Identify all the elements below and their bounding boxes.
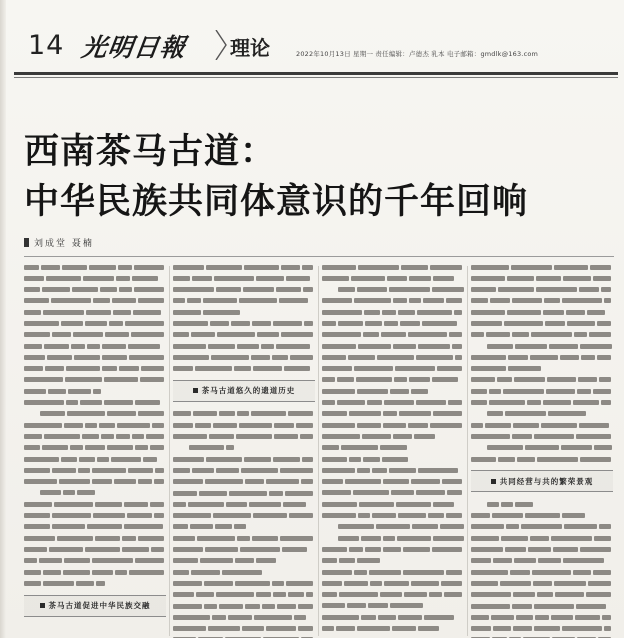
issue-info: 2022年10月13日 星期一 责任编辑：卢德杰 乳本 电子邮箱：gmdlk@163.com — [296, 50, 539, 58]
body-text-line — [322, 364, 464, 375]
body-text-line — [173, 318, 315, 329]
masthead — [14, 28, 614, 68]
subhead-marker-icon — [40, 603, 45, 608]
body-text-line — [322, 307, 464, 318]
body-text-line — [322, 533, 464, 544]
column-separator — [467, 266, 468, 636]
body-text-line — [322, 499, 464, 510]
body-text-line — [173, 454, 315, 465]
body-column-4 — [471, 262, 613, 638]
body-text-line — [471, 533, 613, 544]
body-text-line — [173, 624, 315, 635]
body-text-line — [471, 273, 613, 284]
subhead-text: 共同经营与共的繁荣景观 — [499, 476, 594, 486]
body-text-line — [173, 330, 315, 341]
body-text-line — [471, 420, 613, 431]
body-text-line — [471, 522, 613, 533]
body-text-line — [322, 624, 464, 635]
body-text-line — [24, 431, 166, 442]
body-text-line — [173, 432, 315, 443]
body-text-line — [173, 578, 315, 589]
body-text-line — [24, 330, 166, 341]
body-text-line — [173, 364, 315, 375]
body-text-line — [173, 296, 315, 307]
body-text-line — [471, 398, 613, 409]
body-text-line — [471, 341, 613, 352]
body-text-line — [471, 556, 613, 567]
body-text-line — [173, 420, 315, 431]
body-text-line — [471, 318, 613, 329]
body-text-line — [173, 601, 315, 612]
section-divider-icon — [214, 30, 228, 60]
body-text-line — [322, 488, 464, 499]
body-text-line — [471, 454, 613, 465]
body-text-line — [173, 307, 315, 318]
body-column-2 — [173, 262, 315, 638]
body-text-line — [471, 567, 613, 578]
body-text-line — [322, 341, 464, 352]
body-text-line — [322, 273, 464, 284]
body-text-line — [322, 465, 464, 476]
body-text-line — [173, 465, 315, 476]
section-subhead — [471, 470, 613, 492]
body-text-line — [24, 364, 166, 375]
body-text-line — [322, 443, 464, 454]
article-headline — [24, 127, 614, 227]
body-column-3 — [322, 262, 464, 638]
body-text-line — [322, 420, 464, 431]
body-text-line — [24, 375, 166, 386]
body-text-line — [471, 375, 613, 386]
body-text-line — [471, 499, 613, 510]
body-text-line — [24, 398, 166, 409]
body-text-line — [24, 454, 166, 465]
body-text-line — [173, 352, 315, 363]
body-text-line — [322, 409, 464, 420]
body-text-line — [24, 567, 166, 578]
body-text-line — [322, 477, 464, 488]
body-text-line — [24, 307, 166, 318]
body-text-line — [322, 601, 464, 612]
body-text-line — [322, 431, 464, 442]
masthead-rule — [14, 72, 618, 75]
body-text-line — [173, 409, 315, 420]
body-text-line — [471, 285, 613, 296]
body-text-line — [173, 285, 315, 296]
body-text-line — [24, 499, 166, 510]
body-text-line — [24, 477, 166, 488]
body-text-line — [471, 352, 613, 363]
body-text-line — [24, 273, 166, 284]
body-text-line — [173, 262, 315, 273]
column-separator — [169, 266, 170, 636]
body-text-line — [24, 341, 166, 352]
body-text-line — [24, 556, 166, 567]
body-text-line — [322, 612, 464, 623]
body-text-line — [24, 522, 166, 533]
body-text-line — [173, 499, 315, 510]
body-text-line — [24, 386, 166, 397]
body-text-line — [173, 522, 315, 533]
body-column-1 — [24, 262, 166, 638]
body-text-line — [24, 285, 166, 296]
body-text-line — [322, 386, 464, 397]
body-text-line — [471, 431, 613, 442]
body-text-line — [173, 511, 315, 522]
body-text-line — [471, 330, 613, 341]
body-text-line — [173, 556, 315, 567]
body-text-line — [24, 352, 166, 363]
body-text-line — [173, 477, 315, 488]
body-text-line — [173, 545, 315, 556]
section-subhead — [173, 380, 315, 402]
subhead-marker-icon — [491, 479, 496, 484]
body-text-line — [322, 262, 464, 273]
body-text-line — [24, 544, 166, 555]
body-text-line — [173, 443, 315, 454]
body-text-line — [322, 567, 464, 578]
subhead-text: 茶马古道悠久的遗道历史 — [201, 386, 296, 396]
body-text-line — [322, 590, 464, 601]
body-text-line — [24, 511, 166, 522]
page-binding-shadow — [0, 0, 6, 638]
body-text-line — [24, 262, 166, 273]
body-text-line — [173, 273, 315, 284]
body-text-line — [322, 556, 464, 567]
body-text-line — [322, 375, 464, 386]
body-text-line — [471, 511, 613, 522]
byline-marker-icon — [24, 238, 29, 247]
body-text-line — [24, 465, 166, 476]
body-text-line — [173, 341, 315, 352]
body-text-line — [471, 443, 613, 454]
paper-name-logo: 光明日報 — [79, 33, 188, 62]
body-text-line — [24, 296, 166, 307]
body-text-line — [322, 296, 464, 307]
column-separator — [318, 266, 319, 636]
headline-line-1: 西南茶马古道： — [24, 131, 277, 172]
body-text-line — [471, 624, 613, 635]
body-text-line — [322, 398, 464, 409]
body-text-line — [471, 590, 613, 601]
body-text-line — [322, 318, 464, 329]
body-text-line — [24, 409, 166, 420]
body-text-line — [471, 296, 613, 307]
body-text-line — [24, 488, 166, 499]
body-text-line — [471, 262, 613, 273]
body-text-line — [173, 533, 315, 544]
body-text-line — [173, 590, 315, 601]
body-text-line — [24, 318, 166, 329]
headline-line-2: 中华民族共同体意识的千年回响 — [24, 181, 529, 222]
masthead-rule-thin — [14, 77, 618, 78]
body-text-line — [471, 578, 613, 589]
body-text-line — [173, 612, 315, 623]
body-text-line — [471, 386, 613, 397]
body-text-line — [471, 545, 613, 556]
body-text-line — [471, 409, 613, 420]
body-text-line — [322, 544, 464, 555]
subhead-text: 茶马古道促进中华民族交融 — [48, 600, 151, 610]
body-text-line — [471, 601, 613, 612]
body-text-line — [471, 307, 613, 318]
body-text-line — [322, 511, 464, 522]
byline — [24, 236, 94, 249]
body-text-line — [322, 454, 464, 465]
body-text-line — [322, 522, 464, 533]
body-text-line — [471, 612, 613, 623]
body-text-line — [322, 285, 464, 296]
subhead-marker-icon — [193, 388, 198, 393]
body-text-line — [322, 352, 464, 363]
section-name: 理论 — [230, 36, 270, 60]
body-text-line — [471, 364, 613, 375]
body-text-line — [322, 330, 464, 341]
body-text-line — [24, 420, 166, 431]
body-text-line — [24, 533, 166, 544]
article-body — [24, 262, 614, 638]
byline-rule — [24, 256, 614, 257]
page-number: 14 — [28, 30, 65, 61]
body-text-line — [24, 443, 166, 454]
body-text-line — [173, 567, 315, 578]
section-subhead — [24, 595, 166, 617]
byline-authors: 刘成堂 聂楠 — [34, 239, 94, 249]
body-text-line — [173, 488, 315, 499]
body-text-line — [322, 578, 464, 589]
body-text-line — [24, 578, 166, 589]
